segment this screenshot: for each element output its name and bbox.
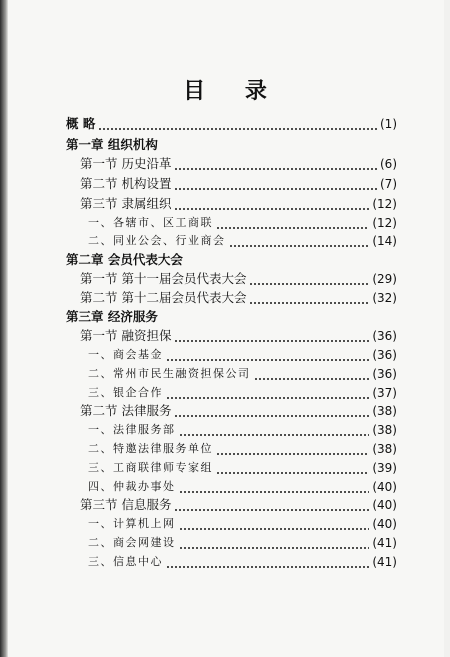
toc-page-number: (36) (372, 329, 397, 343)
toc-entry-label: 第二章 会员代表大会 (66, 252, 183, 267)
toc-subsection-entry (88, 418, 397, 438)
toc-entry-label: 第一节 第十一届会员代表大会 (80, 271, 247, 286)
dot-leader (179, 422, 370, 438)
dot-leader (254, 366, 370, 382)
toc-entry-label: 第一节 融资担保 (80, 328, 172, 343)
toc-section-entry (80, 399, 397, 419)
toc-page-number: (39) (372, 461, 397, 475)
dot-leader (174, 176, 377, 192)
toc-entry-label: 一、计算机上网 (88, 517, 176, 530)
dot-leader (174, 328, 369, 344)
toc-entry-label: 第三章 经济服务 (66, 309, 158, 324)
toc-entry-label: 第一节 历史沿革 (80, 156, 172, 171)
toc-entry-label: 三、工商联律师专家组 (88, 461, 213, 474)
toc-section-entry (80, 152, 397, 172)
toc-subsection-entry (88, 343, 397, 363)
toc-entry-label: 三、银企合作 (88, 386, 163, 399)
toc-page-number: (40) (372, 517, 397, 531)
toc-subsection-entry (88, 550, 397, 570)
toc-section-entry (80, 286, 397, 306)
toc-page-number: (36) (372, 367, 397, 381)
toc-chapter-entry (66, 305, 397, 325)
dot-leader (179, 516, 370, 532)
toc-page-number: (40) (372, 498, 397, 512)
toc-page-number: (38) (372, 404, 397, 418)
toc-page-number: (40) (372, 480, 397, 494)
toc-subsection-entry (88, 437, 397, 457)
dot-leader (98, 116, 377, 132)
toc-subsection-entry (88, 211, 397, 231)
dot-leader (174, 403, 369, 419)
toc-subsection-entry (88, 229, 397, 249)
toc-entry-label: 二、商会网建设 (88, 536, 176, 549)
toc-chapter-entry (66, 133, 397, 153)
toc-page-number: (12) (372, 216, 397, 230)
toc-entry-label: 三、信息中心 (88, 555, 163, 568)
toc-page-number: (14) (372, 234, 397, 248)
toc-page-number: (29) (372, 272, 397, 286)
toc-subsection-entry (88, 456, 397, 476)
toc-page-number: (32) (372, 291, 397, 305)
toc-section-entry (80, 324, 397, 344)
toc-subsection-entry (88, 362, 397, 382)
toc-entry-label: 一、商会基金 (88, 348, 163, 361)
dot-leader (249, 290, 369, 306)
toc-entry-label: 第三节 信息服务 (80, 497, 172, 512)
toc-page-number: (1) (380, 117, 397, 131)
toc-entry-label: 二、特邀法律服务单位 (88, 442, 213, 455)
dot-leader (166, 347, 369, 363)
toc-entry-label: 第一章 组织机构 (66, 137, 158, 152)
dot-leader (179, 535, 370, 551)
dot-leader (216, 441, 369, 457)
toc-page-number: (38) (372, 442, 397, 456)
toc-page-number: (36) (372, 348, 397, 362)
toc-entry-label: 第二节 机构设置 (80, 176, 172, 191)
page-title: 目 录 (183, 79, 283, 104)
dot-leader (174, 497, 369, 513)
toc-page-number: (41) (372, 555, 397, 569)
toc-subsection-entry (88, 475, 397, 495)
toc-page-number: (37) (372, 386, 397, 400)
dot-leader (249, 271, 369, 287)
dot-leader (229, 233, 370, 249)
toc-entry-label: 概 略 (66, 116, 96, 131)
toc-entry-label: 第二节 第十二届会员代表大会 (80, 290, 247, 305)
toc-section-entry (80, 172, 397, 192)
toc-section-entry (80, 493, 397, 513)
toc-page-number: (6) (380, 157, 397, 171)
toc-page-number: (12) (372, 197, 397, 211)
toc-section-entry (80, 267, 397, 287)
dot-leader (216, 460, 369, 476)
dot-leader (174, 196, 369, 212)
toc-page-number: (38) (372, 423, 397, 437)
toc-entry-label: 第二节 法律服务 (80, 403, 172, 418)
toc-chapter-entry (66, 248, 397, 268)
toc-page-number: (41) (372, 536, 397, 550)
toc-entry-label: 二、同业公会、行业商会 (88, 234, 226, 247)
dot-leader (174, 156, 377, 172)
toc-section-entry (80, 192, 397, 212)
toc-chapter-entry (66, 112, 397, 132)
toc-subsection-entry (88, 381, 397, 401)
dot-leader (166, 554, 369, 570)
toc-entry-label: 四、仲裁办事处 (88, 480, 176, 493)
toc-subsection-entry (88, 512, 397, 532)
toc-subsection-entry (88, 531, 397, 551)
toc-entry-label: 一、各辖市、区工商联 (88, 216, 213, 229)
toc-entry-label: 第三节 隶属组织 (80, 196, 172, 211)
toc-entry-label: 一、法律服务部 (88, 423, 176, 436)
toc-page-number: (7) (380, 177, 397, 191)
toc-entry-label: 二、常州市民生融资担保公司 (88, 367, 251, 380)
